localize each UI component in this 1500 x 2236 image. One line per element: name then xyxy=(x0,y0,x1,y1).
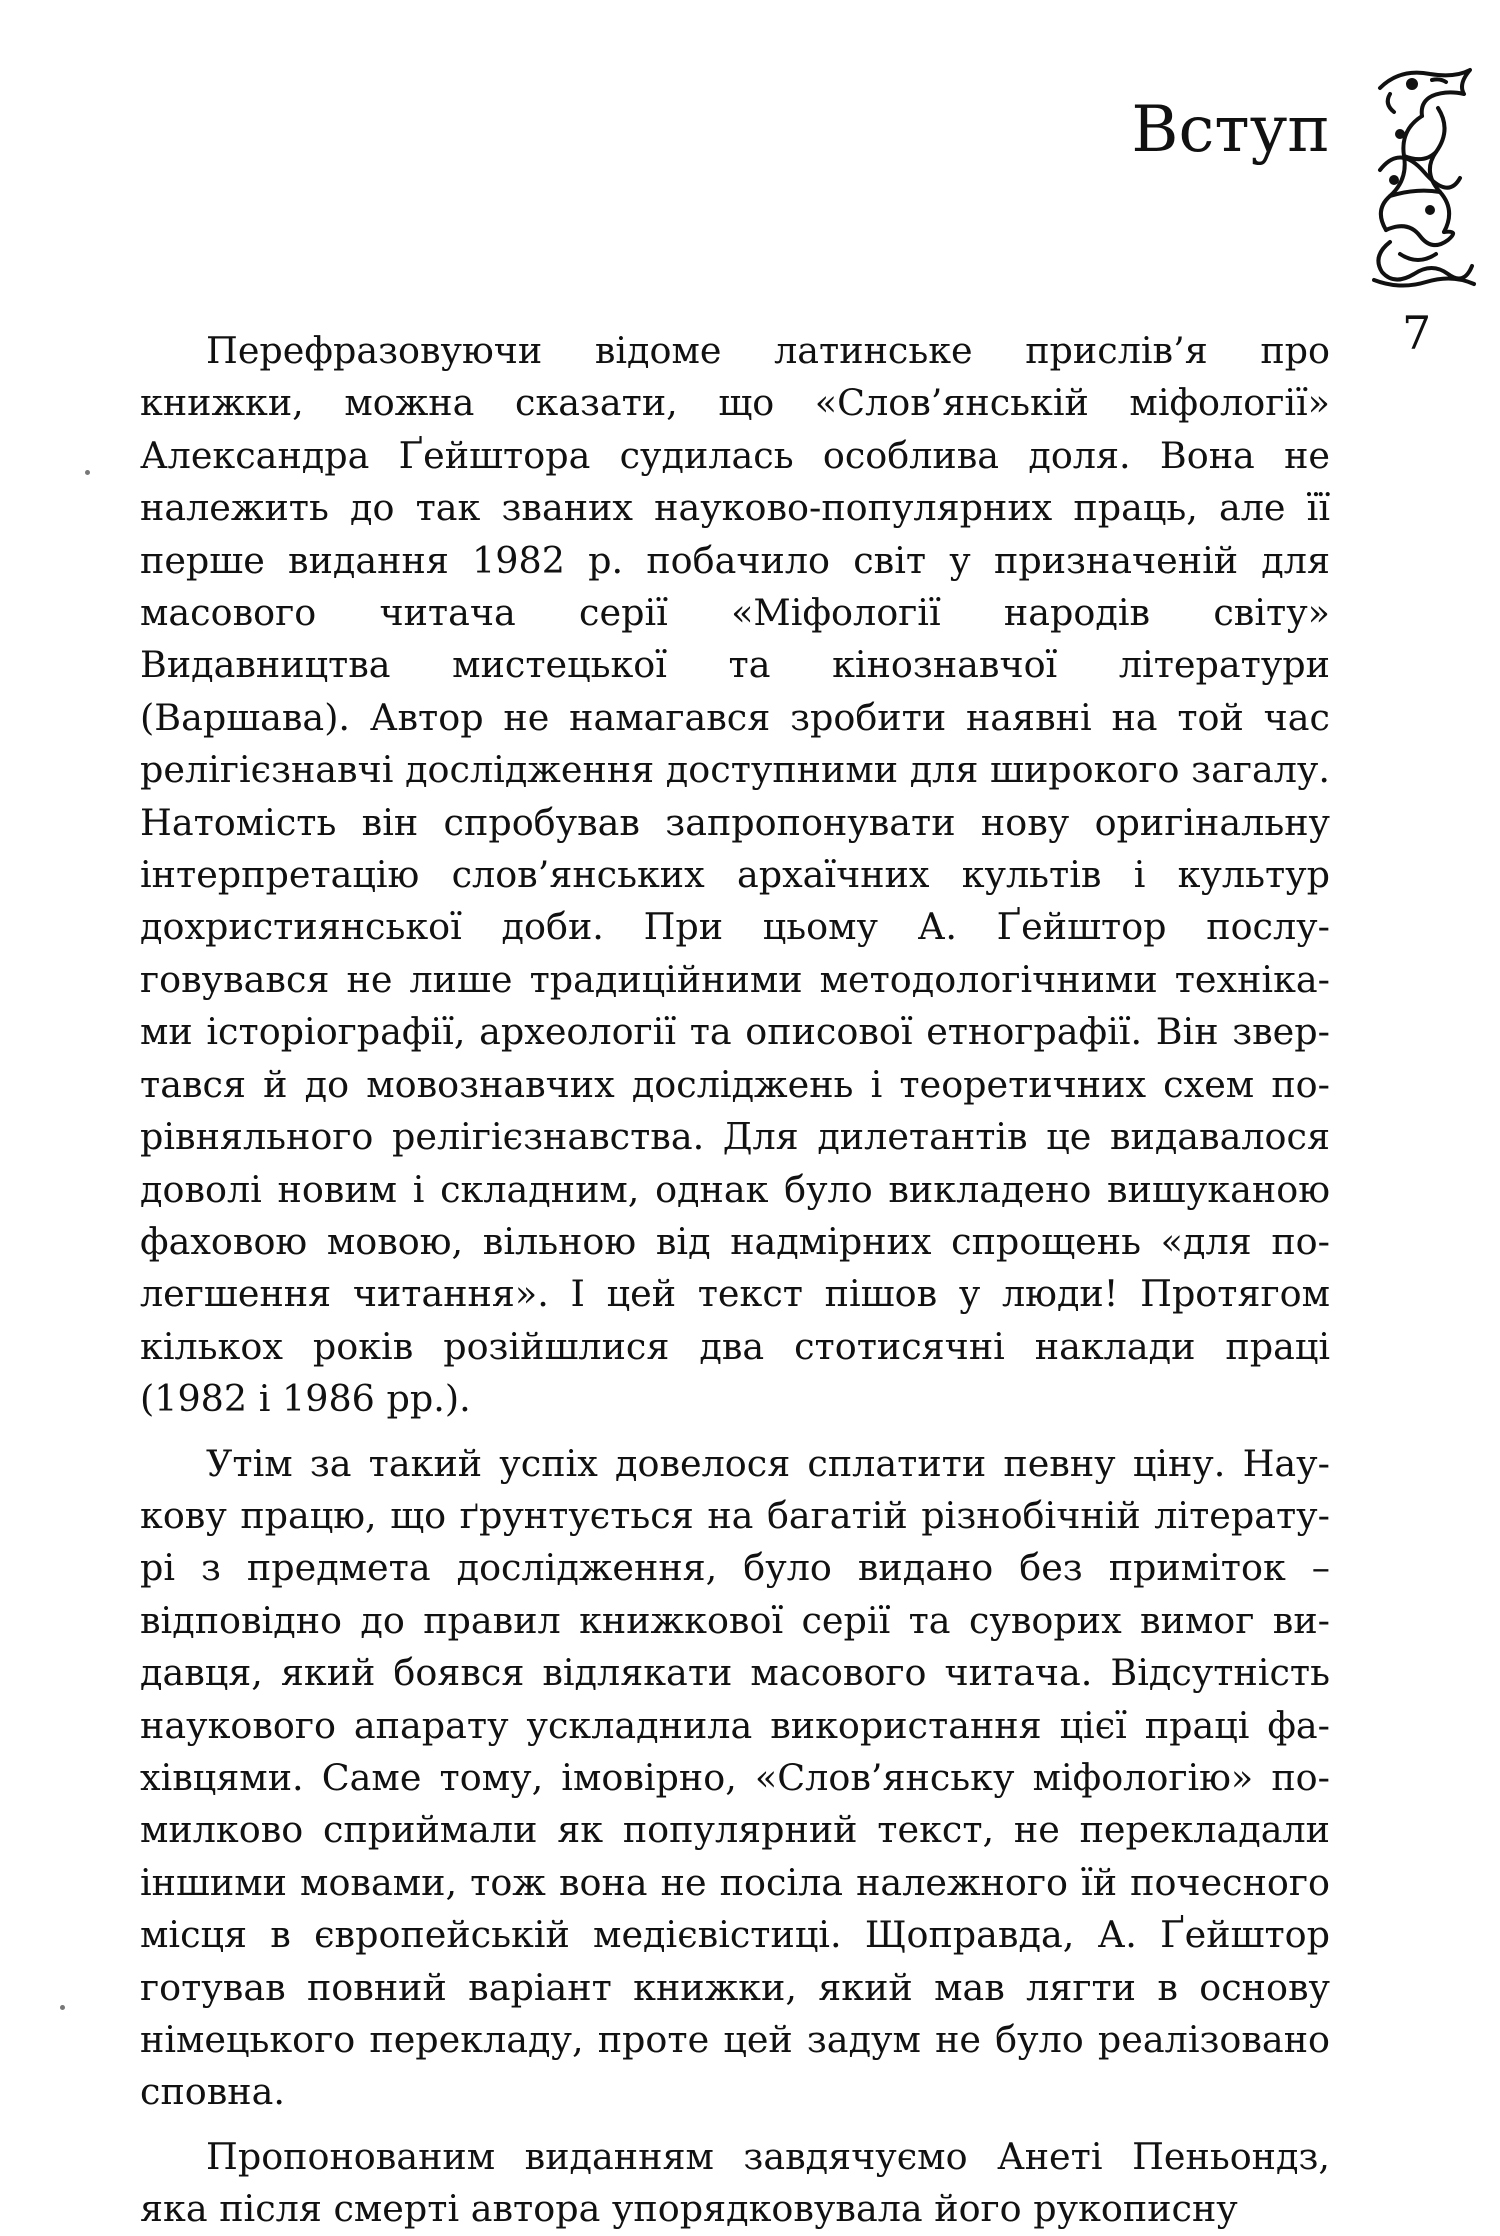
paragraph-3: Пропонованим виданням завдячуємо Анеті Пеньондз, яка після смерті автора упорядковувала його рукописну xyxy=(140,2134,1330,2231)
chapter-title: Вступ xyxy=(1131,93,1330,167)
celtic-knot-dragon-ornament-icon xyxy=(1360,60,1480,290)
page-number: 7 xyxy=(1402,306,1432,360)
body-text xyxy=(140,325,1330,2236)
scan-speck xyxy=(60,2005,65,2010)
scan-speck xyxy=(85,470,90,475)
paragraph-2: Утім за такий успіх довелося сплатити певну ціну. Наукову працю, що ґрунтується на багатій різнобічній літературі з предмета дослідження, було видано без приміток – відповідно до правил книжкової серії та суворих вимог видавця, який боявся відлякати масового читача. Відсутність наукового апарату ускладнила використання цієї праці фахівцями. Саме тому, імовірно, «Слов’янську міфологію» помилково сприймали як популярний текст, не перекладали іншими мовами, тож вона не посіла належного їй почесного місця в європейській медієвістиці. Щоправда, А. Ґейштор готував повний варіант книжки, який мав лягти в основу німецького перекладу, проте цей задум не було реалізовано сповна. xyxy=(140,1441,1330,2114)
paragraph-1: Перефразовуючи відоме латинське прислів’я про книжки, можна сказати, що «Слов’янській міфології» Александра Ґейштора судилась особлива доля. Вона не належить до так званих науково-популярних праць, але її перше видання 1982 р. побачило світ у призначеній для масового читача серії «Міфології народів світу» Видавництва мистецької та кінознавчої літератури (Варшава). Автор не намагався зробити наявні на той час релігієзнавчі дослідження доступними для широкого загалу. Натомість він спробував запропонувати нову оригінальну інтерпретацію слов’янських архаїчних культів і культур дохристиянської доби. При цьому А. Ґейштор послуговувався не лише традиційними методологічними техніками історіографії, археології та описової етнографії. Він звертався й до мовознавчих досліджень і теоретичних схем порівняльного релігієзнавства. Для дилетантів це видавалося доволі новим і складним, однак було викладено вишуканою фаховою мовою, вільною від надмірних спрощень «для полегшення читання». І цей текст пішов у люди! Протягом кількох років розійшлися два стотисячні наклади праці (1982 і 1986 рр.). xyxy=(140,329,1330,1421)
